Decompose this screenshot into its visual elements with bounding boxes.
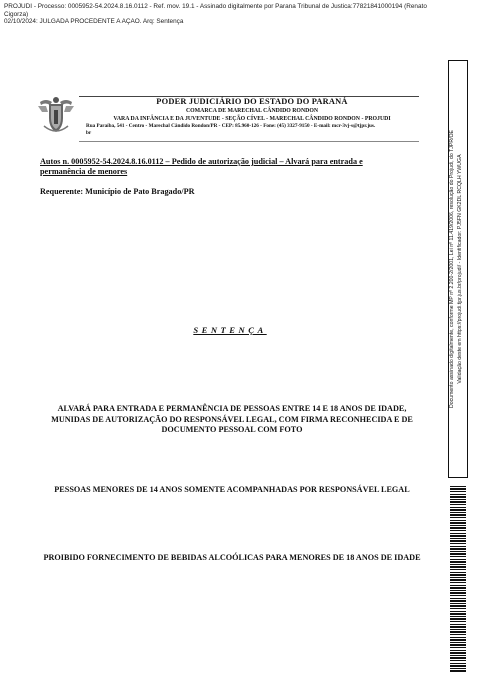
system-header	[4, 3, 444, 26]
document-title: SENTENÇA	[193, 325, 267, 335]
rule-block-2: PESSOAS MENORES DE 14 ANOS SOMENTE ACOMPANHADAS POR RESPONSÁVEL LEGAL	[54, 485, 410, 494]
requerente: Requerente: Município de Pato Bragado/PR	[40, 187, 195, 196]
process-line: PROJUDI - Processo: 0005952-54.2024.8.16.0112 - Ref. mov. 19.1 - Assinado digitalmente por Parana Tribunal de Justica:77821841000194 (Renato	[4, 3, 427, 10]
court-header	[80, 96, 424, 137]
rule-block-3: PROIBIDO FORNECIMENTO DE BEBIDAS ALCOÓLICAS PARA MENORES DE 18 ANOS DE IDADE	[43, 553, 421, 562]
signature-line: Documento assinado digitalmente, conforme MP nº 2.200-2/2001, Lei nº 11.419/2006, resolução do Projudi, do TJPR/OE	[449, 129, 455, 409]
case-reference: Autos n. 0005952-54.2024.8.16.0112 – Pedido de autorização judicial – Alvará para entrada e permanência de menores	[40, 157, 363, 176]
court-address-cont: br	[86, 130, 92, 136]
court-address: Rua Paraíba, 541 - Centro - Marechal Cândido Rondon/PR - CEP: 85.960-126 - Fone: (45) 3327-9150 - E-mail: mcr-3vj-s@tjpr.jus.	[86, 123, 376, 129]
status-line: 02/10/2024: JULGADA PROCEDENTE A AÇÃO. Arq: Sentença	[4, 18, 184, 26]
parana-coat-of-arms-icon	[38, 96, 74, 136]
signer-line: Cigorza)	[4, 10, 29, 18]
barcode-icon	[450, 486, 466, 672]
rule-block-1: ALVARÁ PARA ENTRADA E PERMANÊNCIA DE PESSOAS ENTRE 14 E 18 ANOS DE IDADE, MUNIDAS DE AUTORIZAÇÃO DO RESPONSÁVEL LEGAL, COM FIRMA RECONHECIDA E DE DOCUMENTO PESSOAL COM FOTO	[51, 404, 413, 434]
vara-name: VARA DA INFÂNCIA E DA JUVENTUDE - SEÇÃO CÍVEL - MARECHAL CÂNDIDO RONDON - PROJUDI	[113, 116, 391, 122]
signature-validation	[449, 69, 467, 469]
header-rule-bottom	[79, 141, 419, 142]
court-name: PODER JUDICIÁRIO DO ESTADO DO PARANÁ	[156, 97, 348, 106]
comarca-name: COMARCA DE MARECHAL CÂNDIDO RONDON	[185, 108, 319, 114]
validation-line: Validação deste em https://projudi.tjpr.jus.br/projudi/ - Identificador: PJ5FN GK2DL RCQLH YWUGA	[456, 154, 463, 384]
